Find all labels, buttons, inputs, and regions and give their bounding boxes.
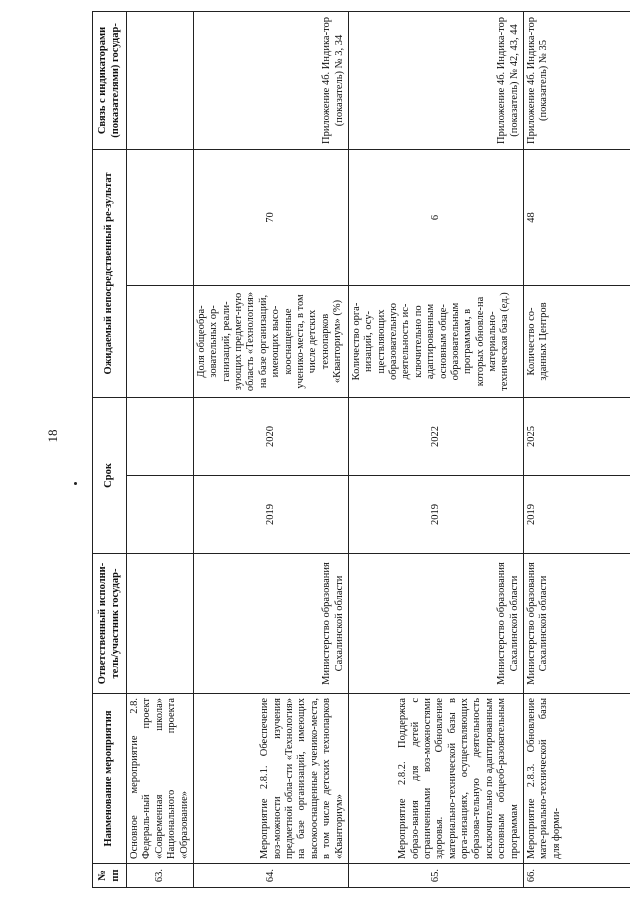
measure-name: Основное мероприятие 2.8. Федераль-ный проект «Современная школа» Национального проекта «Образование» <box>127 694 194 864</box>
result-indicator: Количество со-зданных Центров <box>523 285 630 397</box>
page-number: 18 <box>45 429 60 443</box>
rotated-table-container <box>92 12 624 888</box>
row-number: 63. <box>127 864 194 888</box>
indicator-link: Приложение 4б. Индика-тор (показатель) № 35 <box>523 11 630 149</box>
responsible-executor <box>127 554 194 694</box>
result-value: 48 <box>523 149 630 285</box>
row-number: 64. <box>193 864 348 888</box>
table-row <box>127 11 194 887</box>
header-link: Связь с индикаторами (показателями) государ- <box>93 11 127 149</box>
stray-mark <box>74 482 77 485</box>
row-number: 66. <box>523 864 630 888</box>
start-year <box>127 476 194 554</box>
indicator-link <box>127 11 194 149</box>
start-year: 2019 <box>523 476 630 554</box>
start-year: 2019 <box>348 476 523 554</box>
result-indicator: Количество орга-низаций, осу-ществляющих образовательную деятельность ис-ключительно по адаптированным основным обще-образовательным программам, в которых обновле-на материально-техническая база (ед.) <box>348 285 523 397</box>
result-indicator: Доля общеобра-зовательных ор-ганизаций, реали-зующих предмет-ную область «Технология» на базе организаций, имеющих высо-кооснащенные ученико-места, в том числе детских технопарков «Кванториум» (%) <box>193 285 348 397</box>
indicator-link: Приложение 4б. Индика-тор (показатель) № 42, 43, 44 <box>348 11 523 149</box>
result-value <box>127 149 194 285</box>
responsible-executor: Министерство образования Сахалинской области <box>523 554 630 694</box>
table-row <box>523 11 630 887</box>
header-num: № пп <box>93 864 127 888</box>
indicator-link: Приложение 4б. Индика-тор (показатель) № 3, 34 <box>193 11 348 149</box>
end-year: 2025 <box>523 397 630 475</box>
header-result: Ожидаемый непосредственный ре-зультат <box>93 149 127 397</box>
end-year <box>127 397 194 475</box>
header-row <box>93 11 127 887</box>
result-value: 70 <box>193 149 348 285</box>
responsible-executor: Министерство образования Сахалинской области <box>348 554 523 694</box>
header-responsible: Ответственный исполни-тель/участник государ- <box>93 554 127 694</box>
table-row <box>193 11 348 887</box>
program-measures-table <box>92 11 630 888</box>
responsible-executor: Министерство образования Сахалинской области <box>193 554 348 694</box>
measure-name: Мероприятие 2.8.3. Обновление мате-риально-технической базы для форми- <box>523 694 630 864</box>
result-value: 6 <box>348 149 523 285</box>
row-number: 65. <box>348 864 523 888</box>
measure-name: Мероприятие 2.8.1. Обеспечение воз-можности изучения предметной обла-сти «Технология» на базе организаций, имеющих высокооснащенные ученико-места, в том числе детских технопарков «Кванториум» <box>193 694 348 864</box>
header-term: Срок <box>93 397 127 553</box>
header-name: Наименование мероприятия <box>93 694 127 864</box>
end-year: 2020 <box>193 397 348 475</box>
table-row <box>348 11 523 887</box>
result-indicator <box>127 285 194 397</box>
measure-name: Мероприятие 2.8.2. Поддержка образо-вания для детей с ограниченными воз-можностями здоровья. Обновление материально-технической базы в орга-низациях, осуществляющих образова-тельную деятельность исключительно по адаптированным основным общеоб-разовательным программам <box>348 694 523 864</box>
start-year: 2019 <box>193 476 348 554</box>
end-year: 2022 <box>348 397 523 475</box>
